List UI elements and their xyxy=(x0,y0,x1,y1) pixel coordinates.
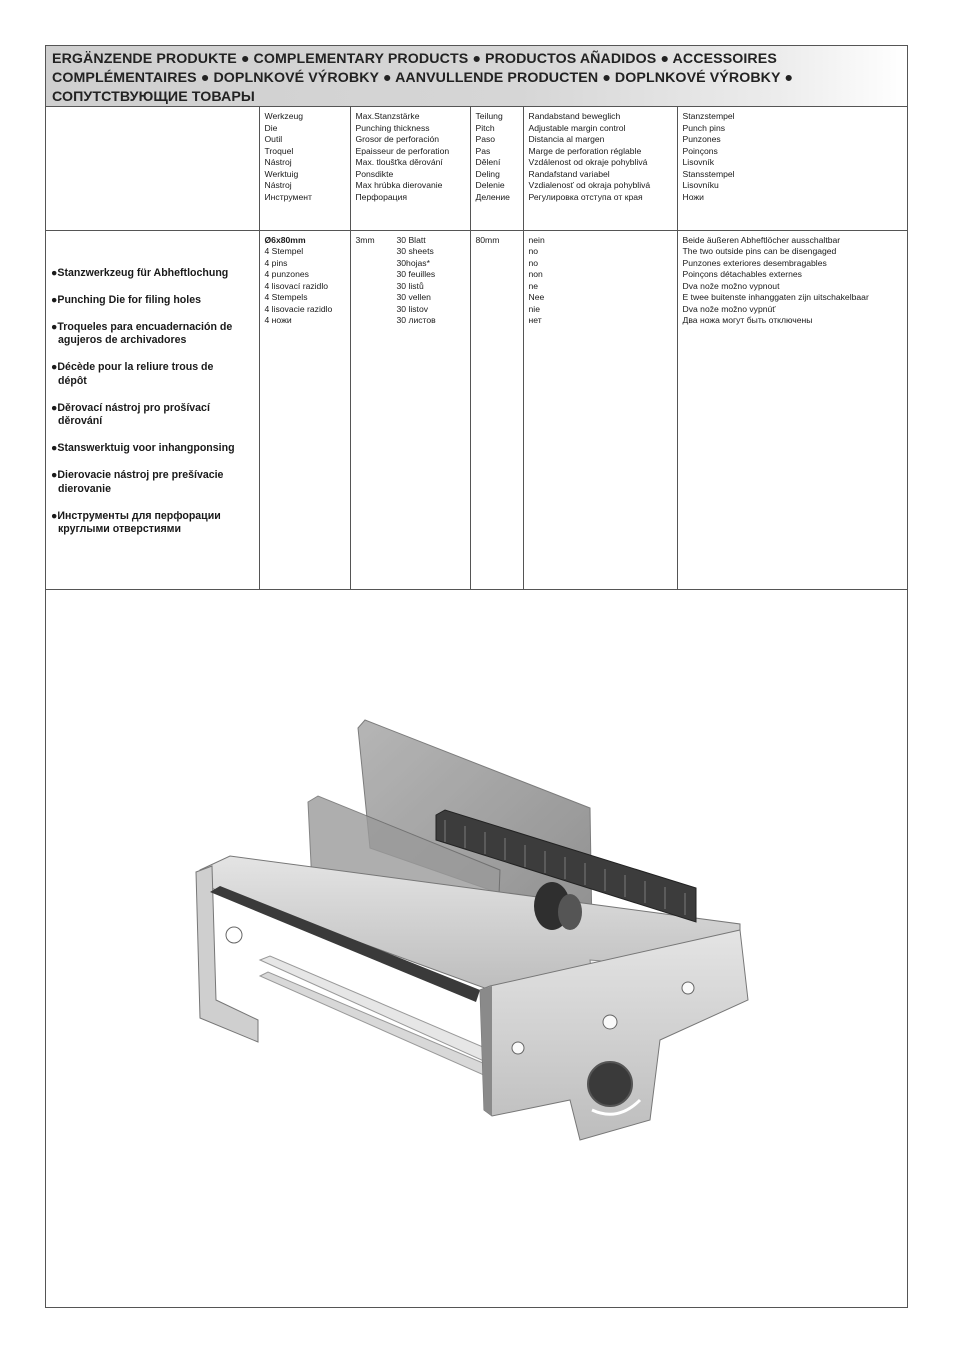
col-header-line: Pitch xyxy=(475,122,495,133)
pins-cell xyxy=(677,230,907,589)
margin-value: non xyxy=(528,269,543,279)
thickness-sheets: 30 Blatt xyxy=(396,234,426,245)
col-header-line: Paso xyxy=(475,134,496,144)
table-header-row xyxy=(46,107,907,230)
col-header-line: Перфорация xyxy=(355,191,408,202)
col-header-line: Max. tloušťka děrování xyxy=(355,157,443,167)
thickness-sheets: 30 sheets xyxy=(396,246,434,256)
product-name-line: dépôt xyxy=(58,374,87,387)
thickness-line xyxy=(356,281,465,293)
col-header-pins xyxy=(677,107,907,230)
margin-value: нет xyxy=(528,315,542,325)
pins-value: E twee buitenste inhanggaten zijn uitschakelbaar xyxy=(682,292,869,302)
col-header-line: Delenie xyxy=(475,180,505,190)
product-name xyxy=(51,321,254,348)
margin-cell xyxy=(523,230,677,589)
col-header-line: Werktuig xyxy=(264,168,299,179)
tool-size: Ø6x80mm xyxy=(264,234,306,245)
product-name-line: ●Décède pour la reliure trous de xyxy=(51,361,214,373)
product-name-line: děrování xyxy=(58,415,103,427)
col-header-line: Die xyxy=(264,122,278,133)
product-name xyxy=(51,442,254,456)
thickness-line xyxy=(356,269,465,281)
margin-value: Nee xyxy=(528,292,545,302)
pins-value: Punzones exteriores desembragables xyxy=(682,257,827,268)
thickness-sheets: 30 vellen xyxy=(396,292,431,302)
margin-value: no xyxy=(528,257,539,268)
col-header-line: Poinçons xyxy=(682,145,718,156)
tool-value: 4 ножи xyxy=(264,315,292,325)
product-name-line: ●Děrovací nástroj pro prošívací xyxy=(51,401,210,414)
col-header-line: Punching thickness xyxy=(355,122,430,133)
col-header-line: Регулировка отступа от края xyxy=(528,191,643,202)
pins-value: Dva nože možno vypnout xyxy=(682,280,780,291)
pitch-cell xyxy=(470,230,523,589)
thickness-sheets: 30 feuilles xyxy=(396,269,436,279)
page-title: ERGÄNZENDE PRODUKTE ● COMPLEMENTARY PRODUCTS ● PRODUCTOS AÑADIDOS ● ACCESSOIRES COMPLÉMENTAIRES ● DOPLNKOVÉ VÝROBKY ● AANVULLENDE PRODUCTEN ● DOPLNKOVÉ VÝROBKY ● СОПУТСТВУЮЩИЕ ТОВАРЫ xyxy=(52,51,794,105)
tool-value: 4 lisovacie razidlo xyxy=(264,303,333,314)
thickness-sheets: 30 листов xyxy=(396,315,436,325)
thickness-sheets: 30 listov xyxy=(396,303,429,314)
col-header-line: Stansstempel xyxy=(682,168,735,179)
col-header-line: Lisovník xyxy=(682,157,715,167)
col-header-line: Epaisseur de perforation xyxy=(355,145,450,156)
thickness-mm: 3mm xyxy=(355,234,375,245)
col-header-line: Marge de perforation réglable xyxy=(528,145,642,156)
pins-value: Dva nože možno vypnúť xyxy=(682,303,776,314)
col-header-pitch xyxy=(470,107,523,230)
col-header-line: Pas xyxy=(475,145,491,156)
tool-value: 4 lisovací razidlo xyxy=(264,280,329,291)
punching-die-icon xyxy=(140,670,760,1160)
col-header-line: Vzdálenost od okraje pohyblivá xyxy=(528,157,648,167)
product-name-line: ●Stanzwerkzeug für Abheftlochung xyxy=(51,266,229,279)
margin-value: no xyxy=(528,246,539,256)
col-header-line: Max hrúbka dierovanie xyxy=(355,180,443,190)
spec-table xyxy=(46,107,907,590)
col-header-line: Werkzeug xyxy=(264,111,304,121)
col-header-line: Инструмент xyxy=(264,191,312,202)
product-names-cell xyxy=(46,230,259,589)
product-name-line: dierovanie xyxy=(58,482,111,495)
pins-value: Beide äußeren Abheftlöcher ausschaltbar xyxy=(682,234,841,245)
col-header-line: Ножи xyxy=(682,191,704,202)
col-header-tool xyxy=(259,107,350,230)
thickness-line xyxy=(356,258,465,270)
empty-header-cell xyxy=(46,107,259,230)
col-header-line: Distancia al margen xyxy=(528,134,605,144)
thickness-line xyxy=(356,315,465,327)
col-header-line: Teilung xyxy=(475,111,503,121)
product-name xyxy=(51,469,254,496)
thickness-line xyxy=(356,292,465,304)
product-name-line: ●Troqueles para encuadernación de xyxy=(51,320,233,333)
product-name xyxy=(51,361,254,388)
margin-value: nie xyxy=(528,303,540,314)
thickness-sheets: 30hojas* xyxy=(396,257,430,268)
pins-value: The two outside pins can be disengaged xyxy=(682,246,837,256)
product-name xyxy=(51,510,254,537)
thickness-line xyxy=(356,246,465,258)
col-header-line: Punzones xyxy=(682,134,721,144)
col-header-line: Adjustable margin control xyxy=(528,122,626,133)
product-name-line: ●Инструменты для перфорации xyxy=(51,509,221,522)
col-header-line: Grosor de perforación xyxy=(355,134,440,144)
pins-value: Два ножа могут быть отключены xyxy=(682,315,813,325)
thickness-line xyxy=(356,304,465,316)
tool-value: 4 punzones xyxy=(264,269,309,279)
pitch-value: 80mm xyxy=(475,234,500,245)
thickness-line xyxy=(356,235,465,247)
table-row xyxy=(46,230,907,589)
col-header-line: Деление xyxy=(475,191,510,202)
col-header-line: Nástroj xyxy=(264,180,292,190)
tool-value: 4 Stempels xyxy=(264,292,308,302)
margin-value: ne xyxy=(528,280,539,291)
product-name xyxy=(51,294,254,308)
col-header-thickness xyxy=(350,107,470,230)
col-header-line: Stanzstempel xyxy=(682,111,735,121)
product-name xyxy=(51,267,254,281)
thickness-cell xyxy=(350,230,470,589)
col-header-line: Ponsdikte xyxy=(355,168,394,179)
col-header-line: Troquel xyxy=(264,145,294,156)
thickness-sheets: 30 listů xyxy=(396,280,424,291)
product-name-line: ●Stanswerktuig voor inhangponsing xyxy=(51,442,235,454)
col-header-line: Dělení xyxy=(475,157,501,167)
product-name-line: agujeros de archivadores xyxy=(58,334,187,346)
col-header-line: Lisovníku xyxy=(682,180,719,190)
col-header-line: Nástroj xyxy=(264,157,292,167)
col-header-margin xyxy=(523,107,677,230)
tool-value: 4 Stempel xyxy=(264,246,304,256)
header-banner xyxy=(46,46,907,107)
tool-cell xyxy=(259,230,350,589)
product-name xyxy=(51,402,254,429)
pins-value: Poinçons détachables externes xyxy=(682,269,802,279)
col-header-line: Vzdialenosť od okraja pohyblivá xyxy=(528,180,651,190)
col-header-line: Randafstand variabel xyxy=(528,168,610,179)
col-header-line: Deling xyxy=(475,168,500,179)
product-name-line: ●Punching Die for filing holes xyxy=(51,293,202,306)
col-header-line: Punch pins xyxy=(682,122,726,133)
product-name-line: ●Dierovacie nástroj pre prešívacie xyxy=(51,469,224,481)
tool-value: 4 pins xyxy=(264,257,288,268)
product-name-line: круглыми отверстиями xyxy=(58,523,181,535)
col-header-line: Max.Stanzstärke xyxy=(355,111,420,121)
margin-value: nein xyxy=(528,234,545,245)
col-header-line: Randabstand beweglich xyxy=(528,111,621,121)
col-header-line: Outil xyxy=(264,134,283,144)
